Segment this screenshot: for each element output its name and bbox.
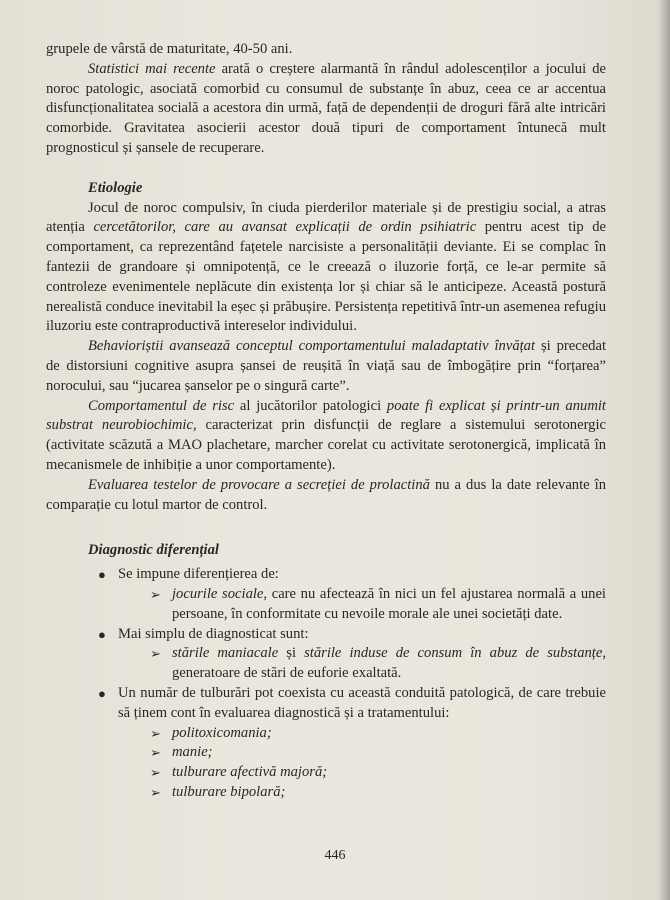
sub-emphasis: tulburare bipolară;	[172, 783, 286, 800]
bullet-text: Mai simplu de diagnosticat sunt:	[118, 625, 309, 642]
page-content	[46, 40, 606, 803]
paragraph-behaviorism	[46, 337, 606, 396]
bullet-item-easier-diagnosis	[46, 625, 606, 684]
sub-emphasis: stările maniacale	[172, 645, 279, 662]
sub-list	[118, 585, 606, 625]
arrow-bullet-icon: ➢	[150, 784, 161, 800]
bullet-item-differentiation	[46, 565, 606, 624]
sub-text: și	[278, 645, 305, 662]
sub-emphasis: manie;	[172, 744, 213, 761]
emphasis-evaluarea: Evaluarea testelor de provocare a secreției de prolactină	[88, 476, 430, 493]
emphasis-comportament-risc: Comportamentul de risc	[88, 397, 235, 414]
bullet-dot-icon: ●	[98, 626, 106, 642]
arrow-bullet-icon: ➢	[150, 745, 161, 761]
bullet-item-coexisting-disorders	[46, 684, 606, 803]
bullet-dot-icon: ●	[98, 567, 106, 583]
emphasis-statistici: Statistici mai recente	[88, 60, 216, 77]
bullet-text: Un număr de tulburări pot coexista cu această conduită patologică, de care trebuie să ținem cont în evaluarea diagnostică și a tratamentului:	[118, 684, 606, 721]
prolactin-text: nu a dus la date relevante în comparație cu lotul martor de control.	[46, 476, 606, 513]
arrow-bullet-icon: ➢	[150, 586, 161, 602]
sub-text: generatoare de stări de euforie exaltată.	[172, 665, 402, 682]
sub-emphasis: tulburare afectivă majoră;	[172, 764, 328, 781]
sub-item-jocurile-sociale	[46, 585, 606, 625]
sub-item-politoxicomania	[46, 724, 606, 744]
sub-item-tulburare-afectiva	[46, 763, 606, 783]
etiology-text-c: pentru acest tip de comportament, ca reprezentând fațetele narcisiste a personalității deviante. Ei se complac în fantezii de grandoare și omnipotență, ce le creează o iluzorie forță, ce le-ar permite să controleze evenimentele neplăcute din existența lor și chiar să le anticipeze. Această postură nerealistă conduce inevitabil la eșec și prăbușire. Persistența repetitivă într-un asemenea refugiu iluzoriu este contraproductivă intereselor individului.	[46, 219, 606, 335]
sub-text: care nu afectează în nici un fel ajustarea normală a unei persoane, în conformitate cu nevoile morale ale unei societăți date.	[172, 585, 606, 622]
statistics-text: arată o creștere alarmantă în rândul adolescenților a jocului de noroc patologic, asociată comorbid cu consumul de substanțe în abuz, ceea ce ar accentua disfuncționalitatea socială a acestora din urmă, față de dependenții de droguri fără alte intricări comorbide. Gravitatea asocierii acestor două tipuri de comportament întunecă mult prognosticul și șansele de recuperare.	[46, 60, 606, 156]
sub-list	[118, 724, 606, 803]
bullet-dot-icon: ●	[98, 685, 106, 701]
emphasis-substrat: poate fi explicat și printr-un anumit substrat neurobiochimic,	[46, 397, 606, 434]
sub-item-tulburare-bipolara	[46, 783, 606, 803]
behaviorism-text: și precedat de distorsiuni cognitive asupra șansei de reușită în viață sau de îmbogățire prin “forțarea” norocului, sau “jucarea șanselor pe o singură carte”.	[46, 338, 607, 394]
sub-item-manie	[46, 743, 606, 763]
emphasis-behavioristi: Behavioriștii avansează conceptul comportamentului maladaptativ învățat	[88, 338, 536, 355]
sub-item-starile-maniacale	[46, 644, 606, 684]
bullet-text: Se impune diferențierea de:	[118, 566, 279, 583]
sub-list	[118, 644, 606, 684]
diagnostic-bullet-list	[46, 565, 606, 803]
paragraph-etiology-1	[46, 199, 606, 338]
page-spine-shadow	[658, 0, 670, 900]
sub-emphasis: politoxicomania;	[172, 724, 272, 741]
paragraph-statistics	[46, 60, 606, 159]
risk-text-b: al jucătorilor patologici	[234, 397, 387, 414]
arrow-bullet-icon: ➢	[150, 725, 161, 741]
paragraph-risk-behavior	[46, 397, 606, 476]
arrow-bullet-icon: ➢	[150, 646, 161, 662]
emphasis-cercetatori: cercetătorilor, care au avansat explicații de ordin psihiatric	[93, 219, 477, 236]
paragraph-intro-end: grupele de vârstă de maturitate, 40-50 ani.	[46, 41, 293, 57]
page-number: 446	[324, 848, 346, 863]
heading-etiologie: Etiologie	[88, 179, 143, 196]
sub-emphasis: jocurile sociale,	[172, 585, 268, 602]
risk-text-d: caracterizat prin disfuncții de reglare a sistemului serotonergic (activitate scăzută a MAO plachetare, marcher corelat cu activitate serotonergică, implicată în mecanismele de inhibiție a unor comportamente).	[46, 417, 606, 473]
sub-emphasis: stările induse de consum în abuz de substanțe,	[304, 645, 606, 662]
heading-diagnostic-diferential: Diagnostic diferențial	[88, 542, 219, 559]
etiology-text-a: Jocul de noroc compulsiv, în ciuda pierderilor materiale și de prestigiu social, a atras atenția	[46, 199, 606, 236]
paragraph-prolactin	[46, 476, 606, 516]
arrow-bullet-icon: ➢	[150, 765, 161, 781]
